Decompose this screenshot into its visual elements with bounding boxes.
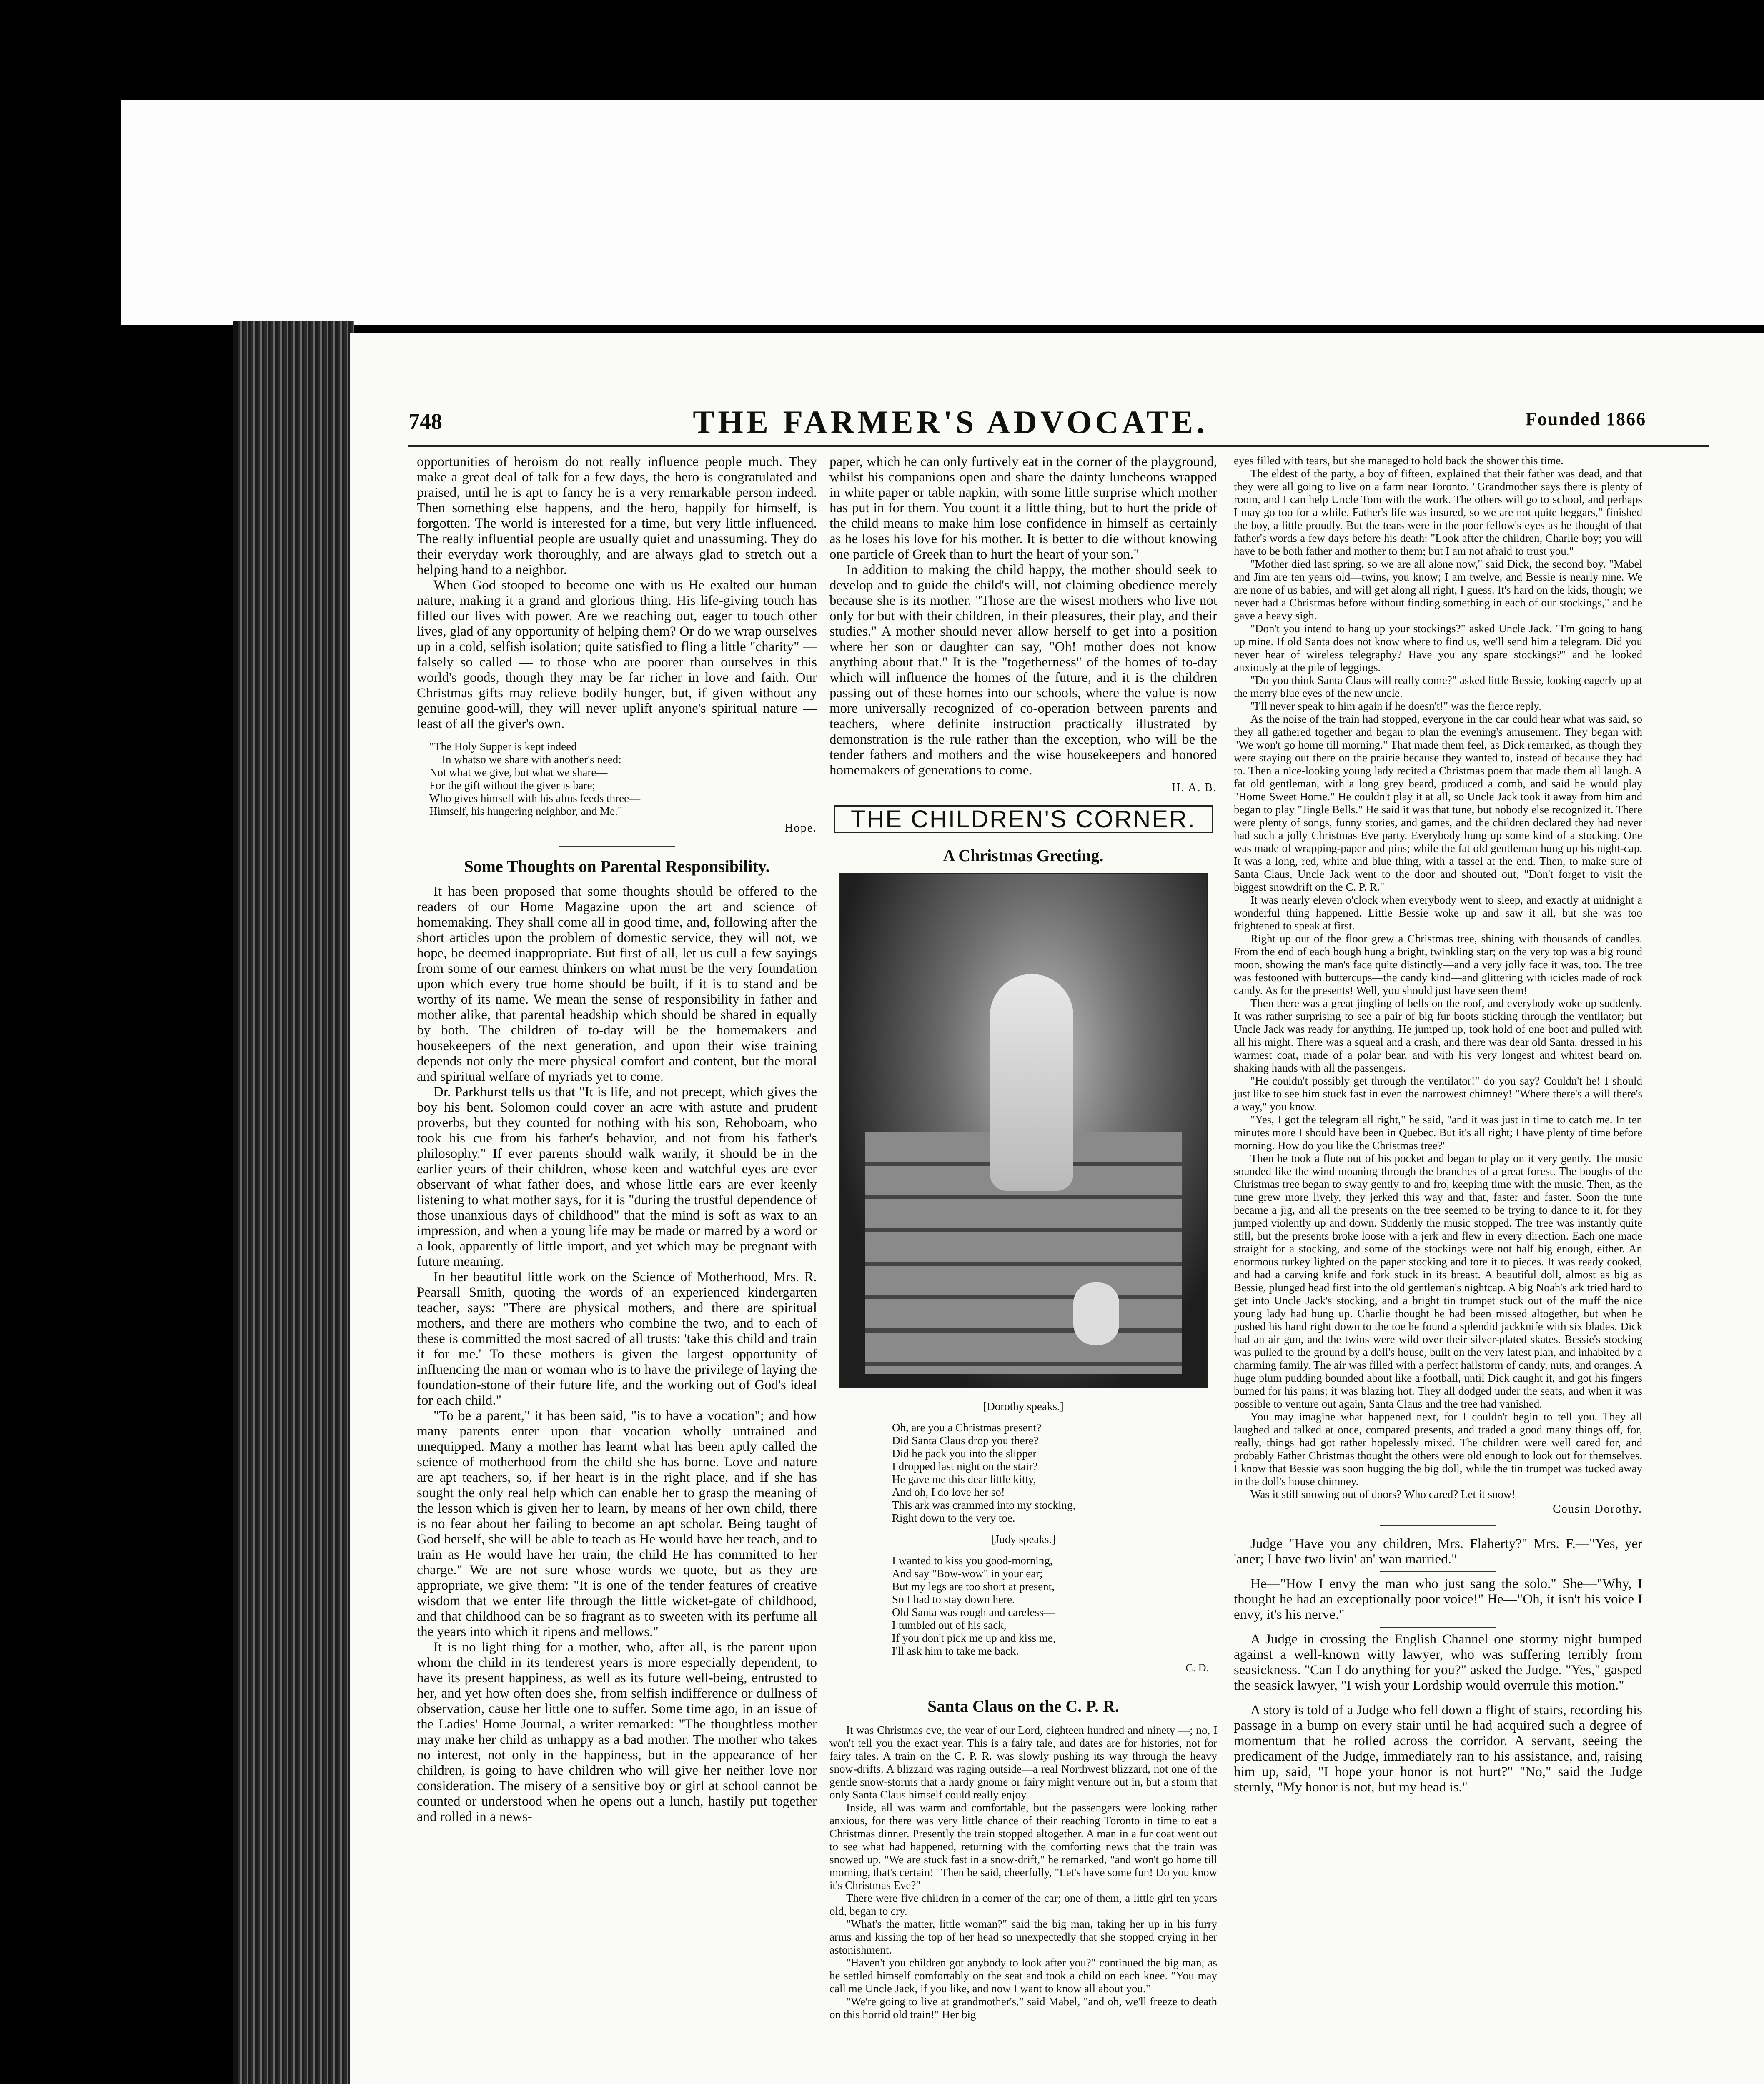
founded-label: Founded 1866 (1526, 409, 1646, 429)
poem-line: If you don't pick me up and kiss me, (892, 1632, 1056, 1644)
divider (1380, 1571, 1496, 1572)
paragraph: The eldest of the party, a boy of fifteen, explained that their father was dead, and that they were all going to live on a farm near Toronto. "Grandmother says there is plenty of room, and I can help Uncle Tom with the work. The others will go to school, and perhaps I may go too for a while. Father's life was insured, so we are not quite beggars," finished the boy, a little proudly. But the tears were in the poor fellow's eyes as he thought of that father's words a few days before his death: "Look after the children, Charlie boy; you will have to be both father and mother to them; but I am not afraid to trust you." (1234, 467, 1642, 557)
poem-line: So I had to stay down here. (892, 1593, 1015, 1606)
poem-line: I tumbled out of his sack, (892, 1619, 1007, 1631)
paragraph: "To be a parent," it has been said, "is to have a vocation"; and how many parents enter upon that vocation wholly untrained and unequipped. Many a mother has learnt what has been aptly called the science of motherhood from the child she has borne. Love and nature are apt teachers, so, if her heart is in the right place, and if she has sought the only real help which can enable her to grasp the meaning of the lesson which is given her to learn, by means of her own child, there is no fear about her failing to become an apt scholar. Being taught of God herself, she will be able to teach as He would have her teach, and to train as He would have her train, the child He has committed to her charge." We are not sure whose words we quote, but as they are appropriate, we give them: "It is one of the tender features of creative wisdom that we enter life through the little wicket-gate of childhood, and that childhood can be so fragrant as to sweeten with its perfume all the years into which it ripens and mellows." (417, 1408, 817, 1639)
paragraph: "Yes, I got the telegram all right," he said, "and it was just in time to catch me. In ten minutes more I should have been in Quebec. But it's all right; I have plenty of time before morning. How do you like the Christmas tree?" (1234, 1113, 1642, 1152)
poem-line: Did Santa Claus drop you there? (892, 1434, 1039, 1447)
poem-line: Oh, are you a Christmas present? (892, 1421, 1042, 1434)
paragraph: In addition to making the child happy, the mother should seek to develop and to guide the child's will, not claiming obedience merely because she is its mother. "Those are the wisest mothers who live not only for but with their children, in their pleasures, their play, and their studies." A mother should never allow herself to get into a position where her son or daughter can say, "Oh! mother does not know anything about that." It is the "togetherness" of the homes of to-day which will influence the homes of the future, and it is the children passing out of these homes into our schools, where the value is now more universally recognized of co-operation between parents and teachers, where definite instruction practically illustrated by demonstration is the rule rather than the exception, who will be the tender fathers and mothers and the wise housekeepers and honored homemakers of generations to come. (829, 562, 1217, 778)
article-heading: Santa Claus on the C. P. R. (927, 1697, 1119, 1716)
poem-speaker: [Dorothy speaks.] (983, 1400, 1064, 1413)
paragraph: It was nearly eleven o'clock when everybody went to sleep, and exactly at midnight a wonderful thing happened. Little Bessie woke up and saw it all, but she was too frightened to speak at first. (1234, 894, 1642, 932)
masthead-title: THE FARMER'S ADVOCATE. (693, 404, 1208, 440)
paragraph: "We're going to live at grandmother's," said Mabel, "and oh, we'll freeze to death on this horrid old train!" Her big (829, 1995, 1217, 2021)
column-2 (829, 454, 1217, 2021)
verse-line: Who gives himself with his alms feeds three— (429, 792, 641, 804)
poem-speaker: [Judy speaks.] (991, 1533, 1056, 1545)
verse-line: In whatso we share with another's need: (442, 753, 621, 766)
column-3 (1234, 454, 1642, 1795)
christmas-photo (839, 873, 1208, 1388)
header-rule (408, 445, 1709, 447)
divider (1380, 1627, 1496, 1628)
poem-line: But my legs are too short at present, (892, 1580, 1055, 1593)
verse-line: Not what we give, but what we share— (429, 766, 608, 779)
article-signature: H. A. B. (1172, 781, 1217, 794)
poem-line: And say "Bow-wow" in your ear; (892, 1567, 1043, 1580)
divider (559, 846, 675, 847)
poem-line: Old Santa was rough and careless— (892, 1606, 1055, 1618)
paragraph: "Do you think Santa Claus will really come?" asked little Bessie, looking eagerly up at the merry blue eyes of the new uncle. (1234, 674, 1642, 699)
paragraph: A Judge in crossing the English Channel one stormy night bumped against a well-known witty lawyer, who was suffering terribly from seasickness. "Can I do anything for you?" asked the Judge. "Yes," gasped the seasick lawyer, "I wish your Lordship would overrule this motion." (1234, 1632, 1642, 1693)
paragraph: It is no light thing for a mother, who, after all, is the parent upon whom the child in its tenderest years is more especially dependent, to have its present happiness, as well as its future well-being, entrusted to her, and yet how often does she, from selfish indifference or dullness of observation, cause her little one to suffer. Some time ago, in an issue of the Ladies' Home Journal, a writer remarked: "The thoughtless mother may make her child as unhappy as a bad mother. The mother who takes no interest, not only in the happiness, but in the appearance of her children, is going to have children who will give her neither love nor consideration. The misery of a sensitive boy or girl at school cannot be counted or understood when he opens out a lunch, hastily put together and rolled in a news- (417, 1640, 817, 1824)
paragraph: "I'll never speak to him again if he doesn't!" was the fierce reply. (1250, 700, 1542, 712)
paragraph: Inside, all was warm and comfortable, but the passengers were looking rather anxious, for there was very little chance of their reaching Toronto in time to eat a Christmas dinner. Presently the train stopped altogether. A man in a fur coat went out to see what had happened, returning with the comforting news that the train was snowed up. "We are stuck fast in a snow-drift," he remarked, "and won't go home till morning, that's certain!" Then he said, cheerfully, "Let's have some fun! Do you know it's Christmas Eve?" (829, 1801, 1217, 1891)
paragraph: When God stooped to become one with us He exalted our human nature, making it a grand and glorious thing. His life-giving touch has filled our lives with power. Are we reaching out, eager to touch other lives, glad of any opportunity of helping them? Or do we wrap ourselves up in a cold, selfish isolation; quite satisfied to fling a little "charity" — falsely so called — to those who are poorer than ourselves in this world's goods, though they may be far richer in love and faith. Our Christmas gifts may relieve bodily hunger, but, if given without any genuine good-will, they will never uplift anyone's spiritual nature — least of all the giver's own. (417, 578, 817, 731)
paragraph: Then he took a flute out of his pocket and began to play on it very gently. The music sounded like the wind moaning through the branches of a great forest. The boughs of the Christmas tree began to sway gently to and fro, keeping time with the music. Then, as the tune grew more lively, they jerked this way and that, faster and faster. Soon the tune became a jig, and all the presents on the tree seemed to be trying to dance to it, for they jumped violently up and down. Suddenly the music stopped. The tree was instantly quite still, but the presents broke loose with a jerk and flew in every direction. Each one made straight for a stocking, and some of the stockings were not half big enough, either. An enormous turkey lighted on the paper stocking and tore it to pieces. It was ready cooked, and had a carving knife and fork stuck in its breast. A beautiful doll, almost as big as Bessie, plunged head first into the old gentleman's nightcap. A big Noah's ark tried hard to get into Uncle Jack's stocking, and a bright tin trumpet stuck out of the muff the nice young lady had hung up. Charlie thought he had been missed altogether, but when he pushed his hand right down to the toe he found a splendid jackknife with six blades. Dick had an air gun, and the twins were wild over their silver-plated skates. Bessie's stocking was pulled to the ground by a doll's house, built on the very latest plan, and inhabited by a charming family. The air was filled with a perfect hailstorm of candy, nuts, and oranges. A huge plum pudding bounded about like a football, until Dick caught it, and got his fingers burned for his pains; it was blazing hot. They all dodged under the seats, and when it was possible to venture out again, Santa Claus and the tree had vanished. (1234, 1152, 1642, 1410)
paragraph: "Don't you intend to hang up your stockings?" asked Uncle Jack. "I'm going to hang up mine. If old Santa does not know where to find us, we'll send him a telegram. Did you never hear of wireless telegraphy? Have you any spare stockings?" and he looked anxiously at the pile of leggings. (1234, 622, 1642, 674)
verse-signature: Hope. (784, 822, 817, 834)
poem-line: Right down to the very toe. (892, 1512, 1015, 1524)
divider (1380, 1525, 1496, 1526)
book-page-edges (233, 321, 354, 2084)
verse-line: Himself, his hungering neighbor, and Me." (429, 805, 622, 817)
paragraph: Dr. Parkhurst tells us that "It is life, and not precept, which gives the boy his bent. Solomon could cover an acre with astute and prudent proverbs, but they counted for nothing with his son, Rehoboam, who took his cue from his father's behavior, and not from his father's philosophy." If ever parents should walk warily, it should be in the earlier years of their children, whose keen and watchful eyes are ever observant of what father does, and whose little ears are ever keenly listening to what mother says, for it is "during the trustful dependence of those unanxious days of childhood" that the mind is soft as wax to an impression, and when a young life may be made or marred by a word or a look, apparently of little import, and yet which may be pregnant with future meaning. (417, 1085, 817, 1269)
poem-line: I wanted to kiss you good-morning, (892, 1554, 1053, 1567)
paragraph: opportunities of heroism do not really influence people much. They make a great deal of talk for a few days, the hero is congratulated and praised, until he is apt to fancy he is a very remarkable person indeed. Then something else happens, and the hero, happily for himself, is forgotten. The world is interested for a time, but very little influenced. The really influential people are usually quiet and unassuming. They do their everyday work thoroughly, and are always glad to stretch out a helping hand to a neighbor. (417, 454, 817, 577)
article-heading: A Christmas Greeting. (943, 846, 1104, 865)
paragraph: Right up out of the floor grew a Christmas tree, shining with thousands of candles. From the end of each bough hung a bright, twinkling star; on the very top was a big round moon, showing the man's face quite distinctly—and a very jolly face it was, too. The tree was festooned with buttercups—the candy kind—and glittering with icicles made of rock candy. As for the presents! Well, you should just have seen them! (1234, 932, 1642, 997)
page-number: 748 (408, 409, 442, 434)
paragraph: "He couldn't possibly get through the ventilator!" do you say? Couldn't he! I should just like to see him stuck fast in even the narrowest chimney! "Where there's a will there's a way," you know. (1234, 1075, 1642, 1113)
poem-line: I dropped last night on the stair? (892, 1460, 1038, 1473)
article-heading: Some Thoughts on Parental Responsibility. (464, 857, 770, 876)
story-signature: Cousin Dorothy. (1553, 1503, 1642, 1515)
paragraph: Then there was a great jingling of bells on the roof, and everybody woke up suddenly. It was rather surprising to see a pair of big fur boots sticking through the ventilator; but Uncle Jack was ready for anything. He jumped up, took hold of one boot and pulled with all his might. There was a squeal and a crash, and there was dear old Santa, dressed in his warmest coat, made of a polar bear, and with his very longest and whitest beard on, shaking hands with all the passengers. (1234, 997, 1642, 1074)
paragraph: In her beautiful little work on the Science of Motherhood, Mrs. R. Pearsall Smith, quoting the words of an experienced kindergarten teacher, says: "There are physical mothers, and there are spiritual mothers, and there are mothers who combine the two, and to each of these is committed the most sacred of all trusts: 'take this child and train it for me.' To these mothers is given the largest opportunity of influencing the man or woman who is to have the privilege of laying the foundation-stone of their future life, and the working out of God's ideal for each child." (417, 1270, 817, 1408)
column-1 (417, 454, 817, 1825)
childrens-corner-banner: THE CHILDREN'S CORNER. (834, 805, 1213, 833)
photo-child (990, 974, 1073, 1191)
paragraph: It has been proposed that some thoughts should be offered to the readers of our Home Magazine upon the art and science of homemaking. They shall come all in good time, and, following after the short articles upon the problem of domestic service, they will not, we hope, be deemed inappropriate. But first of all, let us cull a few sayings from some of our earnest thinkers on what must be the very foundation upon which every true home should be built, if it is to stand and be worthy of its name. We mean the sense of responsibility in father and mother alike, that parental headship which should be shared in equally by both. The children of to-day will be the homemakers and housekeepers of the next generation, and upon their wise training depends not only the mere physical comfort and content, but the moral and spiritual welfare of myriads yet to come. (417, 884, 817, 1084)
paragraph: It was Christmas eve, the year of our Lord, eighteen hundred and ninety —; no, I won't tell you the exact year. This is a fairy tale, and dates are for histories, not for fairy tales. A train on the C. P. R. was slowly pushing its way through the heavy snow-drifts. A blizzard was raging outside—a real Northwest blizzard, not one of the gentle snow-storms that a hardy gnome or fairy might venture out in, but a storm that only Santa Claus himself could really enjoy. (829, 1724, 1217, 1801)
paragraph: He—"How I envy the man who just sang the solo." She—"Why, I thought he had an exceptionally poor voice!" He—"Oh, it isn't his voice I envy, it's his nerve." (1234, 1576, 1642, 1622)
paragraph: Was it still snowing out of doors? Who cared? Let it snow! (1250, 1488, 1516, 1500)
poem-line: He gave me this dear little kitty, (892, 1473, 1036, 1485)
poem-line: I'll ask him to take me back. (892, 1645, 1019, 1657)
paragraph: "Haven't you children got anybody to look after you?" continued the big man, as he settled himself comfortably on the seat and took a child on each knee. "You may call me Uncle Jack, if you like, and now I want to know all about you." (829, 1956, 1217, 1995)
verse-quote (429, 740, 817, 818)
verse-line: "The Holy Supper is kept indeed (429, 740, 577, 753)
paragraph: paper, which he can only furtively eat in the corner of the playground, whilst his companions open and share the dainty luncheons wrapped in white paper or table napkin, with some little surprise which mother has put in for them. You count it a little thing, but to hurt the pride of the child means to make him lose confidence in himself as certainly as he loses his love for his mother. It is better to die without knowing one particle of Greek than to hurt the heart of your son." (829, 454, 1217, 562)
paragraph: "Mother died last spring, so we are all alone now," said Dick, the second boy. "Mabel and Jim are ten years old—twins, you know; I am twelve, and Bessie is nearly nine. We are none of us babies, and will get along all right, I guess. It's hard on the kids, though; we never had a Christmas before without finding something in each of our stockings," and he gave a heavy sigh. (1234, 558, 1642, 622)
poem-line: And oh, I do love her so! (892, 1486, 1005, 1498)
poem-line: Did he pack you into the slipper (892, 1447, 1037, 1460)
poem-line: This ark was crammed into my stocking, (892, 1499, 1076, 1511)
paragraph: Judge "Have you any children, Mrs. Flaherty?" Mrs. F.—"Yes, yer 'aner; I have two livin' an' wan married." (1234, 1536, 1642, 1567)
paragraph: As the noise of the train had stopped, everyone in the car could hear what was said, so they all gathered together and began to plan the evening's amusement. They began with "We won't go home till morning." That made them feel, as Dick remarked, as though they were staying out there on the prairie because they wanted to, instead of because they had to. Then a nice-looking young lady recited a Christmas poem that made them all laugh. A fat old gentleman, with a long grey beard, produced a comb, and said he would play "Home Sweet Home." He couldn't play it at all, so Uncle Jack took it away from him and began to play "Jingle Bells." He said it was that tune, but nobody else recognized it. There were plenty of songs, funny stories, and games, and the children declared they had never had such a jolly Christmas Eve party. Everybody hung up some kind of a stocking. One was made of wrapping-paper and pins; while the fat old gentleman hung up his night-cap. It was a long, red, white and blue thing, with a tassel at the end. Then, to make sure of Santa Claus, Uncle Jack went to the door and shouted out, "Don't forget to visit the biggest snowdrift on the C. P. R." (1234, 713, 1642, 893)
paragraph: You may imagine what happened next, for I couldn't begin to tell you. They all laughed and talked at once, compared presents, and traded a good many things off, for, really, things had got rather hopelessly mixed. The children were well cared for, and probably Father Christmas thought the others were old enough to look out for themselves. I know that Bessie was soon hugging the big doll, while the tin trumpet was tucked away in the doll's house chimney. (1234, 1410, 1642, 1488)
poem-signature: C. D. (1185, 1662, 1209, 1674)
paragraph: eyes filled with tears, but she managed to hold back the shower this time. (1234, 454, 1564, 467)
poem-stanza (892, 1421, 1217, 1525)
paragraph: There were five children in a corner of the car; one of them, a little girl ten years old, began to cry. (829, 1892, 1217, 1917)
poem-stanza (892, 1554, 1217, 1658)
scan-background (121, 100, 1764, 325)
verse-line: For the gift without the giver is bare; (429, 779, 596, 792)
paragraph: "What's the matter, little woman?" said the big man, taking her up in his furry arms and kissing the top of her head so unexpectedly that she stopped crying in her astonishment. (829, 1918, 1217, 1956)
photo-puppy (1073, 1282, 1119, 1345)
paragraph: A story is told of a Judge who fell down a flight of stairs, recording his passage in a bump on every stair until he had acquired such a degree of momentum that he rolled across the corridor. A servant, seeing the predicament of the Judge, immediately ran to his assistance, and, raising him up, said, "I hope your honor is not hurt?" "No," said the Judge sternly, "My honor is not, but my head is." (1234, 1703, 1642, 1795)
